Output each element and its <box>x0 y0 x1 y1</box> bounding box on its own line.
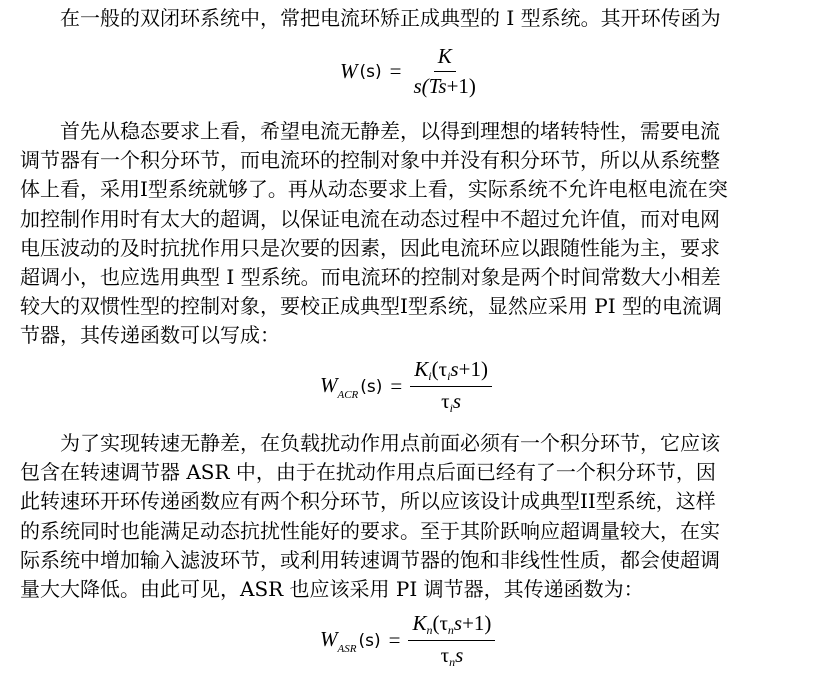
formula3-equals: = <box>388 628 401 652</box>
paragraph-line: 电压波动的及时抗扰作用只是次要的因素，因此电流环应以跟随性能为主，要求 <box>20 235 720 260</box>
paragraph-line: 超调小，也应选用典型 I 型系统。而电流环的控制对象是两个时间常数大小相差 <box>20 265 721 290</box>
paragraph-line: 加控制作用时有太大的超调，以保证电流在动态过程中不超过允许值，而对电网 <box>20 206 720 231</box>
paragraph-line: 际系统中增加输入滤波环节，或利用转速调节器的饱和非线性性质，都会使超调 <box>20 547 720 572</box>
paragraph-line: 为了实现转速无静差，在负载扰动作用点前面必须有一个积分环节，它应该 <box>60 431 720 455</box>
paragraph-line: 体上看，采用I型系统就够了。再从动态要求上看，实际系统不允许电枢电流在突 <box>20 177 728 202</box>
intro-paragraph <box>20 4 810 33</box>
paragraph-line: 的系统同时也能满足动态抗扰性能好的要求。至于其阶跃响应超调量较大，在实 <box>20 518 720 543</box>
formula-asr <box>320 611 495 670</box>
formula1-equals: = <box>389 59 402 83</box>
paragraph-speed-loop <box>20 429 810 604</box>
paragraph-line: 较大的双惯性型的控制对象，要校正成典型I型系统，显然应采用 PI 型的电流调 <box>20 294 722 319</box>
intro-line: 在一般的双闭环系统中，常把电流环矫正成典型的 I 型系统。其开环传函为 <box>60 6 721 30</box>
formula-acr <box>320 357 492 416</box>
formula1-numerator: K <box>434 44 456 72</box>
formula1-arg: (s) <box>359 61 382 82</box>
paragraph-line: 包含在转速调节器 ASR 中，由于在扰动作用点后面已经有了一个积分环节，因 <box>20 460 716 485</box>
paragraph-line: 首先从稳态要求上看，希望电流无静差，以得到理想的堵转特性，需要电流 <box>60 119 720 143</box>
formula2-fraction <box>410 357 492 416</box>
formula2-denominator: $\tau_is$ <box>441 389 462 415</box>
formula2-numerator: $K_i(\tau_is+1)$ <box>410 357 492 387</box>
formula3-lhs: $W_{ASR}$ <box>320 626 357 655</box>
formula3-fraction <box>408 611 495 670</box>
formula3-arg: (s) <box>358 630 381 651</box>
formula1-lhs: W <box>340 59 358 83</box>
paragraph-line: 量大大降低。由此可见，ASR 也应该采用 PI 调节器，其传递函数为： <box>20 577 644 602</box>
formula3-numerator: $K_n(\tau_ns+1)$ <box>408 611 495 641</box>
formula3-denominator: $\tau_ns$ <box>440 643 464 669</box>
formula-open-loop <box>340 44 480 99</box>
formula2-equals: = <box>390 374 403 398</box>
paragraph-line: 调节器有一个积分环节，而电流环的控制对象中并没有积分环节，所以从系统整 <box>20 148 720 173</box>
formula1-denominator: s(Ts+1) <box>413 74 476 98</box>
formula1-fraction <box>409 44 479 99</box>
formula2-arg: (s) <box>360 376 383 397</box>
paragraph-line: 节器，其传递函数可以写成： <box>20 323 280 348</box>
formula2-lhs: $W_{ACR}$ <box>320 372 359 401</box>
paragraph-current-loop <box>20 117 810 351</box>
paragraph-line: 此转速环开环传递函数应有两个积分环节，所以应该设计成典型II型系统，这样 <box>20 489 716 514</box>
